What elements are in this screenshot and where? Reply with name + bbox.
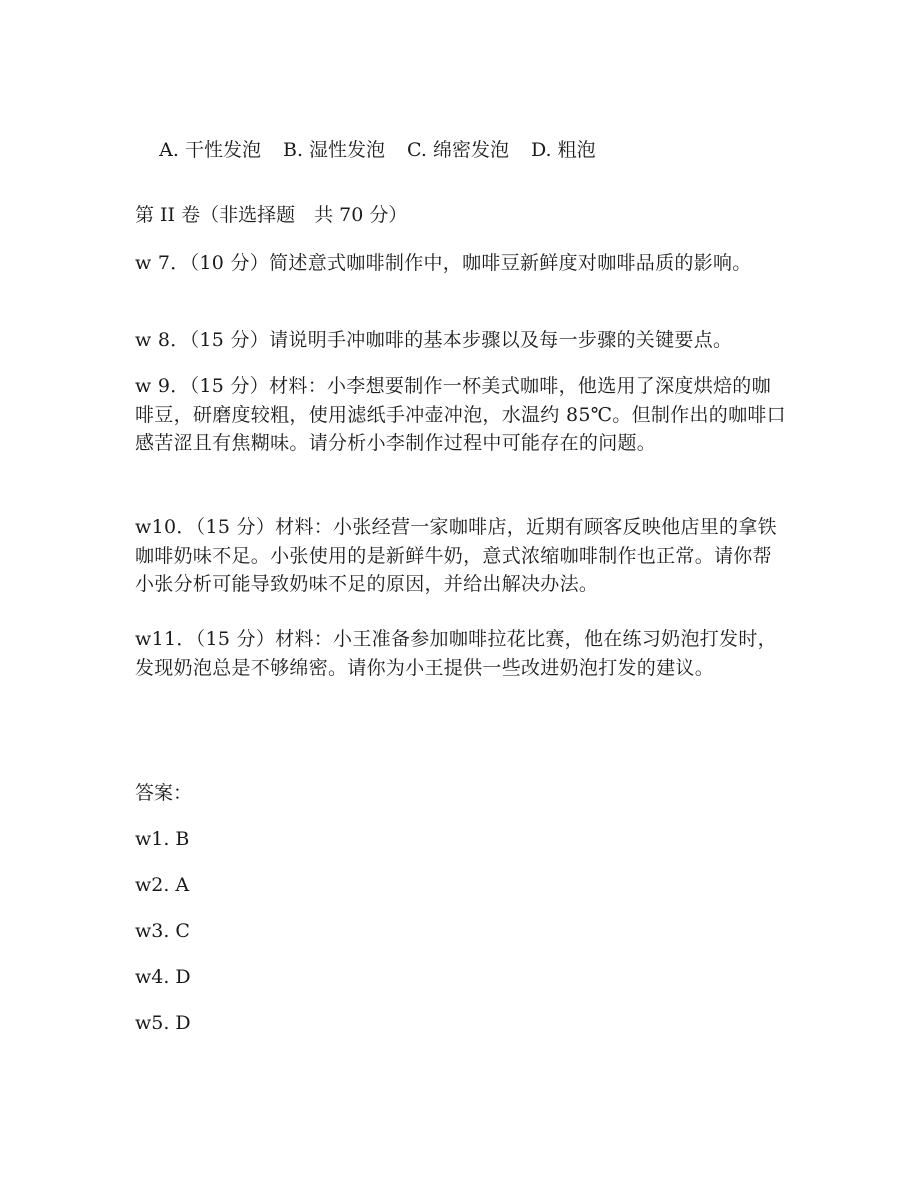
answers-title: 答案： bbox=[135, 782, 193, 804]
option-b: B. 湿性发泡 bbox=[282, 139, 386, 161]
option-a: A. 干性发泡 bbox=[159, 139, 261, 161]
question-10: w10．（15 分）材料：小张经营一家咖啡店，近期有顾客反映他店里的拿铁咖啡奶味不足。小张使用的是新鲜牛奶，意式浓缩咖啡制作也正常。请你帮小张分析可能导致奶味不足的原因，并给出解决办法。 bbox=[135, 516, 777, 595]
question-9: w 9．（15 分）材料：小李想要制作一杯美式咖啡，他选用了深度烘焙的咖啡豆，研磨度较粗，使用滤纸手冲壶冲泡，水温约 85℃。但制作出的咖啡口感苦涩且有焦糊味。请分析小李制作过程中可能存在的问题。 bbox=[135, 375, 786, 454]
option-d: D. 粗泡 bbox=[530, 139, 596, 161]
question-8: w 8．（15 分）请说明手冲咖啡的基本步骤以及每一步骤的关键要点。 bbox=[135, 329, 733, 351]
answer-item: w4. D bbox=[135, 966, 191, 988]
question-11: w11．（15 分）材料：小王准备参加咖啡拉花比赛，他在练习奶泡打发时，发现奶泡总是不够绵密。请你为小王提供一些改进奶泡打发的建议。 bbox=[135, 628, 777, 679]
answer-item: w2. A bbox=[135, 874, 190, 896]
answer-item: w3. C bbox=[135, 920, 190, 942]
section-title: 第 II 卷（非选择题 共 70 分） bbox=[135, 204, 408, 226]
answer-item: w1. B bbox=[135, 828, 190, 850]
answer-item: w5. D bbox=[135, 1012, 191, 1034]
options-line bbox=[135, 110, 596, 191]
question-7: w 7．（10 分）简述意式咖啡制作中，咖啡豆新鲜度对咖啡品质的影响。 bbox=[135, 252, 752, 274]
option-c: C. 绵密发泡 bbox=[407, 139, 509, 161]
